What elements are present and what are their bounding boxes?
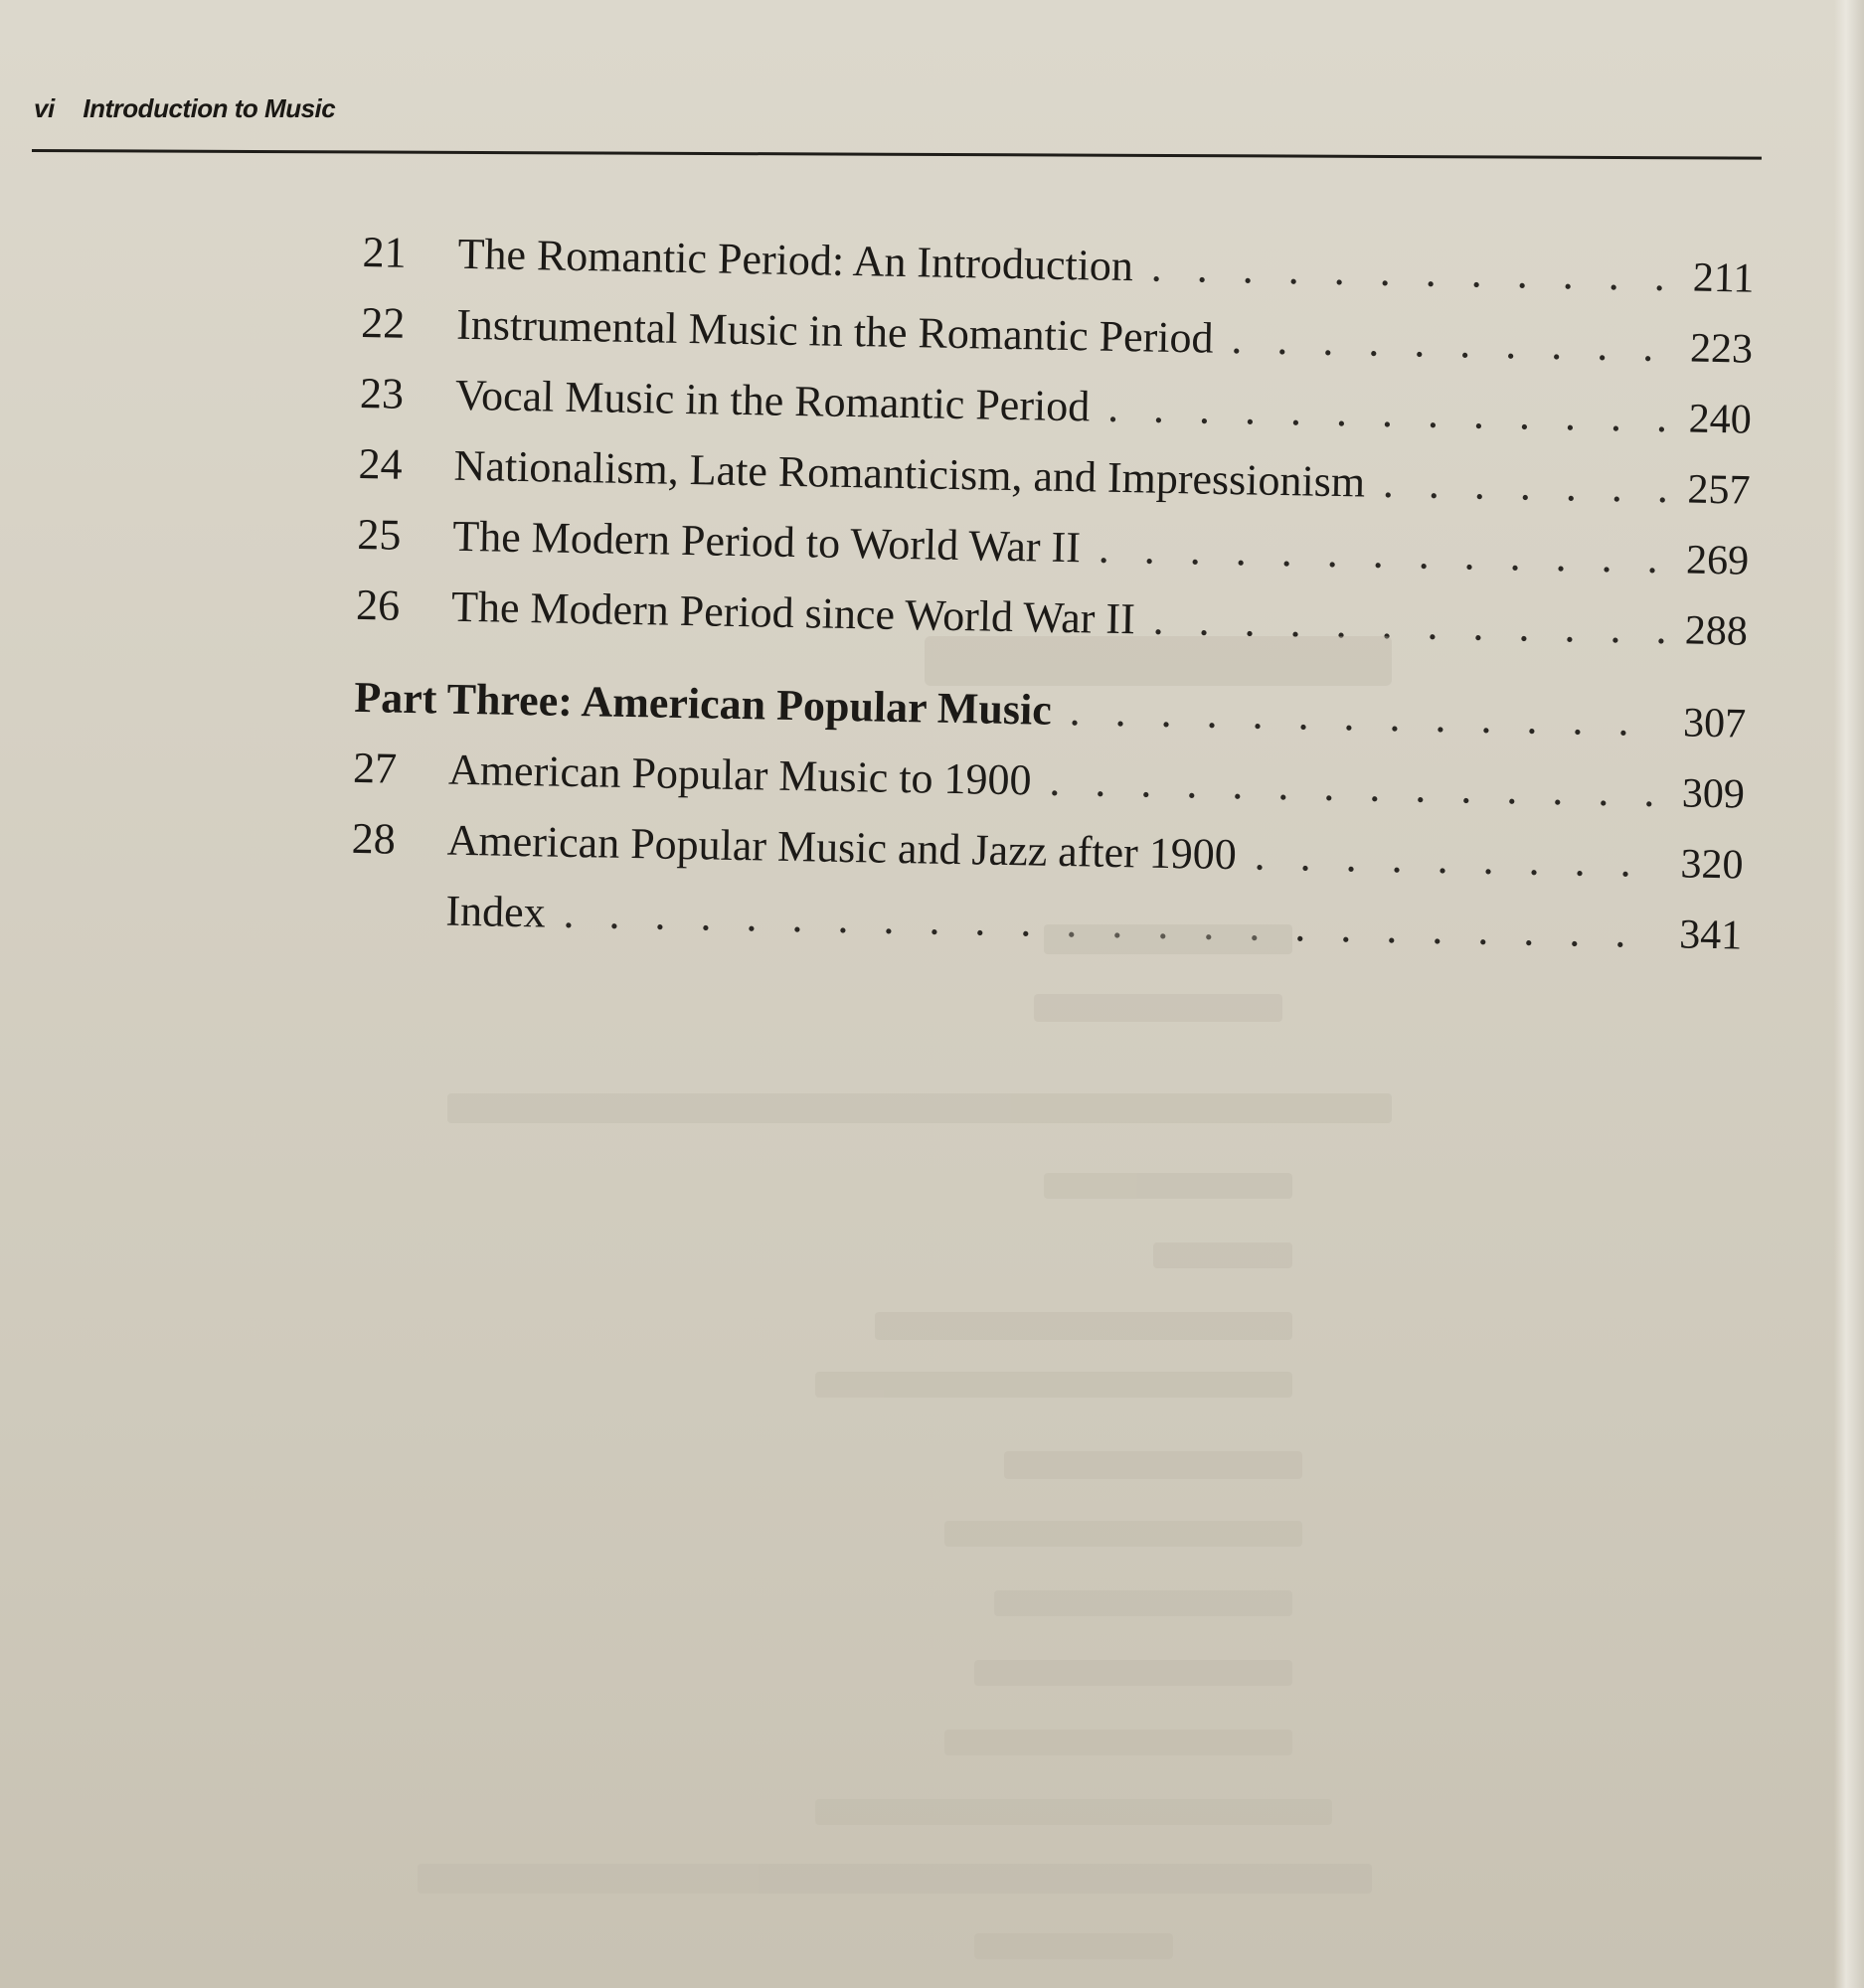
page-number: 269 [1685,537,1750,584]
index-title: Index [445,886,547,937]
header-rule [32,149,1762,160]
page-number: 309 [1681,770,1746,818]
chapter-number: 28 [351,813,397,864]
folio: vi [34,93,55,123]
chapter-title: The Modern Period since World War II [450,581,1136,644]
page-number: 257 [1687,466,1751,514]
chapter-title: American Popular Music to 1900 [447,745,1033,805]
chapter-title: Vocal Music in the Romantic Period [454,370,1091,431]
dot-leader [1383,461,1667,510]
table-of-contents [350,228,1755,984]
dot-leader [1254,834,1660,885]
page-number: 307 [1682,700,1747,747]
page-number: 240 [1688,396,1753,443]
dot-leader [1152,598,1664,651]
chapter-number: 23 [359,368,405,418]
chapter-title: The Modern Period to World War II [451,511,1082,573]
dot-leader [1107,386,1668,439]
page-number: 211 [1692,254,1755,302]
page-edge [1834,0,1864,1988]
chapter-number-empty [350,923,445,925]
chapter-title: The Romantic Period: An Introduction [457,229,1134,291]
dot-leader [1151,246,1671,299]
page-number: 223 [1689,325,1754,373]
chapter-number: 24 [358,438,404,489]
dot-leader [1098,527,1665,580]
chapter-number: 22 [360,297,406,348]
chapter-title: American Popular Music and Jazz after 1900 [446,815,1238,880]
page-number: 320 [1680,841,1744,889]
dot-leader [1069,689,1662,744]
book-title: Introduction to Music [83,93,336,123]
chapter-number: 27 [352,743,398,793]
chapter-number: 26 [355,580,401,630]
page-number: 288 [1684,607,1749,655]
page-number: 341 [1678,911,1743,959]
dot-leader [1231,317,1669,369]
part-title: Part Three: American Popular Music [353,672,1053,735]
chapter-number: 25 [356,509,402,560]
running-head [34,93,335,124]
chapter-title: Nationalism, Late Romanticism, and Impressionism [453,440,1366,507]
chapter-number: 21 [362,228,408,277]
chapter-title: Instrumental Music in the Romantic Period [455,299,1214,363]
